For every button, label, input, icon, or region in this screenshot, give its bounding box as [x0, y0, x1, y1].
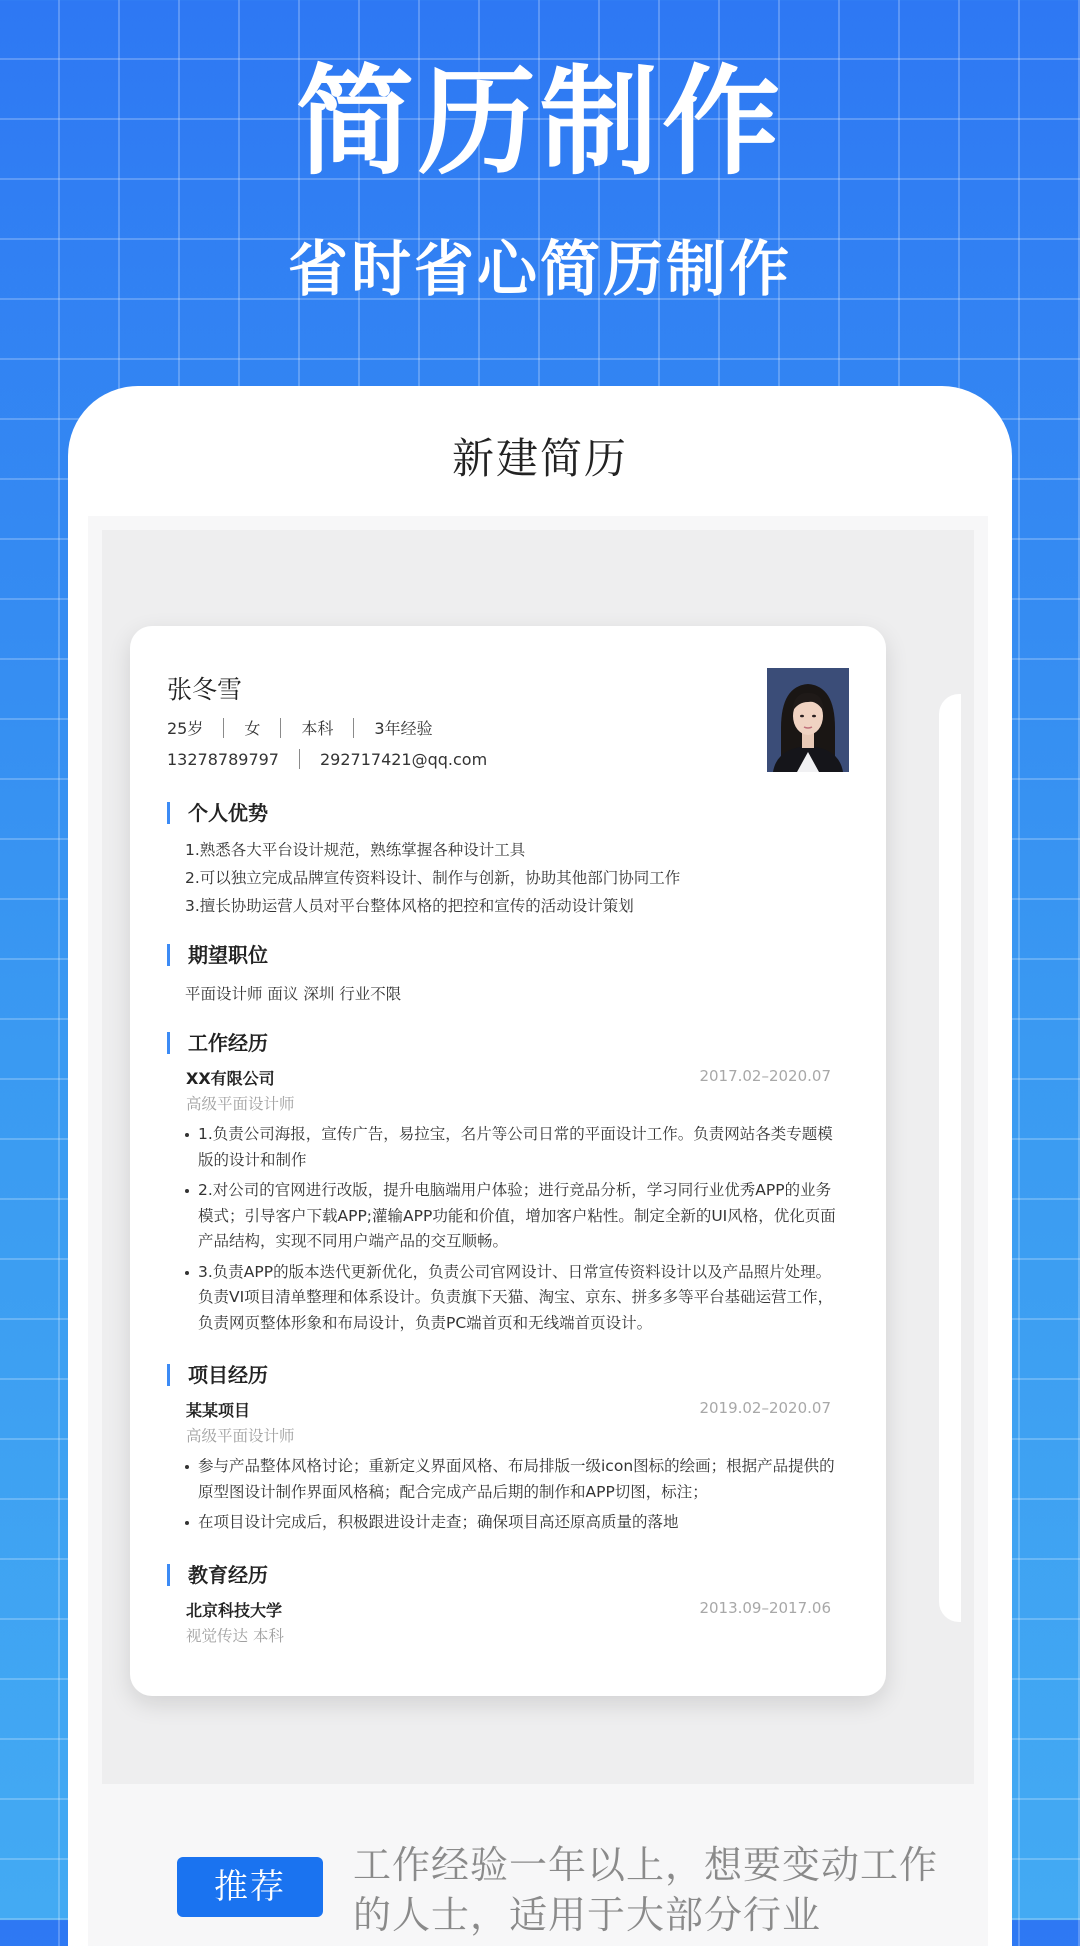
list-item: 3.负责APP的版本迭代更新优化，负责公司官网设计、日常宣传资料设计以及产品照片处理。负责VI项目清单整理和体系设计。负责旗下天猫、淘宝、京东、拼多多等平台基础运营工作，负责网页整体形象和布局设计，负责PC端首页和无线端首页设计。	[185, 1260, 845, 1337]
resume-gender: 女	[244, 719, 261, 738]
section-title-advantages: 个人优势	[167, 802, 268, 824]
resume-age: 25岁	[167, 719, 204, 738]
work-role: 高级平面设计师	[186, 1095, 295, 1113]
template-preview-area[interactable]	[88, 516, 988, 1946]
project-date: 2019.02–2020.07	[699, 1399, 831, 1417]
template-preview-canvas	[102, 530, 974, 1784]
list-item: 2.对公司的官网进行改版，提升电脑端用户体验；进行竞品分析，学习同行业优秀APP的业务模式；引导客户下载APP;灌输APP功能和价值，增加客户粘性。制定全新的UI风格，优化页面产品结构，实现不同用户端产品的交互顺畅。	[185, 1178, 845, 1255]
work-duties-list	[185, 1122, 845, 1341]
advantage-item: 1.熟悉各大平台设计规范，熟练掌握各种设计工具	[185, 841, 526, 859]
divider	[299, 749, 300, 769]
list-item: 参与产品整体风格讨论；重新定义界面风格、布局排版一级icon图标的绘画；根据产品提供的原型图设计制作界面风格稿；配合完成产品后期的制作和APP切图，标注；	[185, 1454, 845, 1505]
recommend-badge: 推荐	[177, 1857, 323, 1917]
project-role: 高级平面设计师	[186, 1427, 295, 1445]
advantage-item: 3.擅长协助运营人员对平台整体风格的把控和宣传的活动设计策划	[185, 897, 634, 915]
section-title-work: 工作经历	[167, 1032, 268, 1054]
section-title-project: 项目经历	[167, 1364, 268, 1386]
work-date: 2017.02–2020.07	[699, 1067, 831, 1085]
education-school: 北京科技大学	[186, 1601, 283, 1620]
project-name: 某某项目	[186, 1401, 251, 1420]
recommend-description: 工作经验一年以上，想要变动工作的人士，适用于大部分行业	[353, 1843, 939, 1937]
resume-education-level: 本科	[301, 719, 334, 738]
divider	[223, 718, 224, 738]
hero-title: 简历制作	[295, 53, 784, 191]
resume-email: 292717421@qq.com	[319, 749, 488, 769]
section-title-expected: 期望职位	[167, 944, 268, 966]
portrait-image	[767, 668, 849, 772]
resume-contact	[167, 749, 487, 769]
avatar-photo	[767, 668, 849, 772]
education-major: 视觉传达 本科	[186, 1627, 284, 1645]
expected-position: 平面设计师 面议 深圳 行业不限	[185, 985, 402, 1003]
resume-basic-info	[167, 716, 433, 739]
hero-subtitle: 省时省心简历制作	[288, 235, 792, 305]
resume-template-preview[interactable]	[130, 626, 886, 1696]
resume-phone: 13278789797	[167, 749, 279, 769]
template-card	[68, 386, 1012, 1946]
advantage-item: 2.可以独立完成品牌宣传资料设计、制作与创新，协助其他部门协同工作	[185, 869, 681, 887]
divider	[280, 718, 281, 738]
section-title-education: 教育经历	[167, 1564, 268, 1586]
list-item: 1.负责公司海报，宣传广告，易拉宝，名片等公司日常的平面设计工作。负责网站各类专题模版的设计和制作	[185, 1122, 845, 1173]
work-company: XX有限公司	[186, 1069, 275, 1088]
education-date: 2013.09–2017.06	[699, 1599, 831, 1617]
resume-experience: 3年经验	[374, 719, 433, 738]
next-template-peek[interactable]	[939, 694, 961, 1622]
divider	[353, 718, 354, 738]
project-duties-list	[185, 1454, 845, 1541]
resume-name: 张冬雪	[167, 675, 243, 704]
card-title: 新建简历	[451, 434, 628, 483]
list-item: 在项目设计完成后，积极跟进设计走查；确保项目高还原高质量的落地	[185, 1510, 845, 1536]
